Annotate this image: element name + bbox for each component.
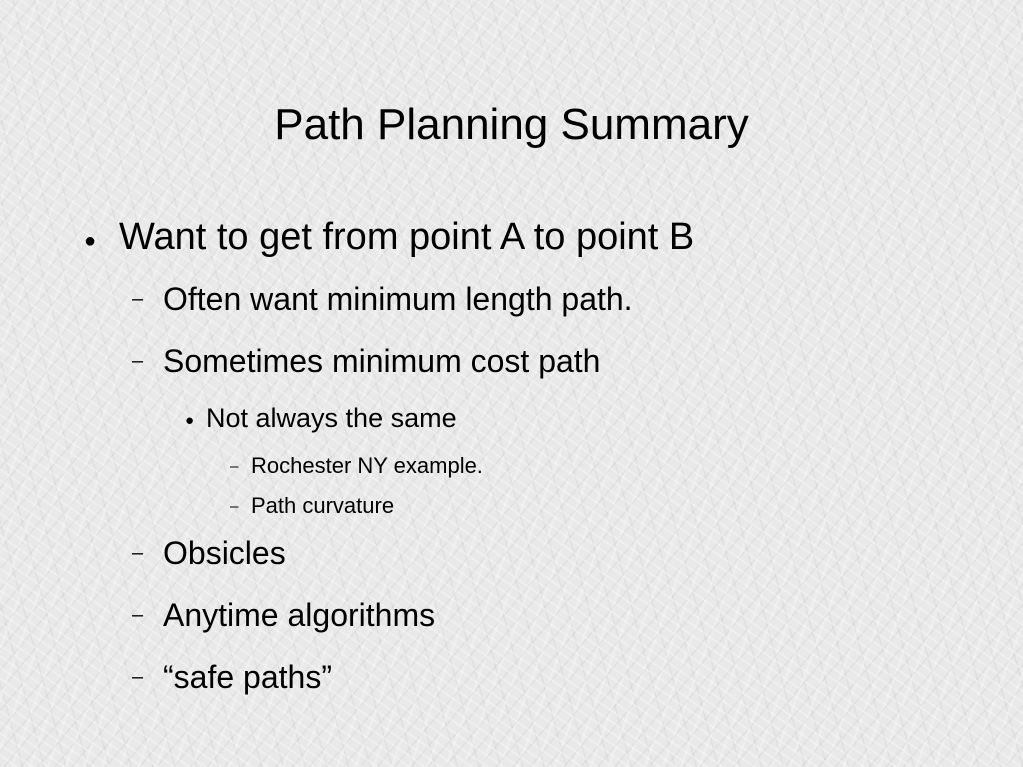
dash-marker: – — [132, 542, 144, 564]
bullet-item-level-4: Path curvature — [251, 493, 395, 518]
bullet-item-level-2: Obsicles — [163, 535, 286, 571]
bullet-marker: ● — [185, 412, 195, 429]
bullet-item-level-3: Not always the same — [206, 403, 457, 433]
bullet-item-level-2: Often want minimum length path. — [163, 281, 633, 317]
dash-marker: – — [132, 666, 144, 688]
bullet-item-level-2: “safe paths” — [163, 659, 332, 695]
dash-marker: – — [230, 498, 239, 515]
bullet-item-level-4: Rochester NY example. — [251, 453, 483, 478]
slide-title: Path Planning Summary — [274, 100, 749, 149]
bullet-item-level-1: Want to get from point A to point B — [119, 216, 695, 258]
dash-marker: – — [132, 288, 144, 310]
bullet-marker: ● — [84, 230, 97, 252]
dash-marker: – — [132, 604, 144, 626]
bullet-item-level-2: Anytime algorithms — [163, 597, 436, 633]
dash-marker: – — [132, 350, 144, 372]
bullet-item-level-2: Sometimes minimum cost path — [163, 343, 601, 379]
dash-marker: – — [230, 458, 239, 475]
